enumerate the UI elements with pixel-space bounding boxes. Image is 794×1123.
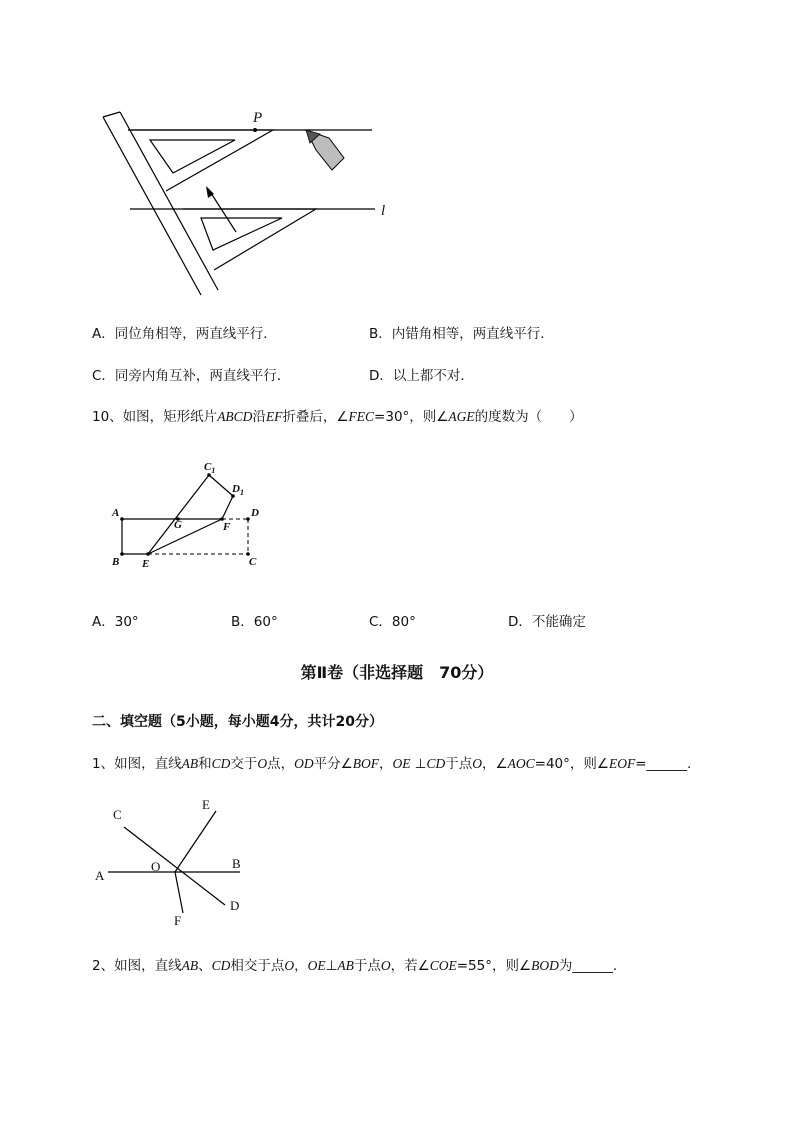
fig3-label-f: F (174, 913, 182, 928)
f1-p8: 于点 (445, 756, 473, 772)
f1-p7: ⊥ (410, 756, 427, 772)
f1-p4: 点， (267, 756, 295, 772)
q10-num: 10、如图，矩形纸片 (92, 409, 218, 425)
q10-fec: FEC (348, 409, 375, 424)
fig2-label-d: D (251, 507, 259, 519)
ray-oe (175, 811, 216, 872)
fig2-label-c: C (249, 556, 257, 568)
ray-of (175, 872, 183, 913)
fig2-label-a: A (112, 507, 120, 519)
fig3-label-a: A (95, 868, 105, 883)
f1-o: O (257, 756, 268, 771)
q9-option-d: D．以上都不对． (369, 368, 474, 384)
f1-p1: 1、如图，直线 (92, 756, 182, 772)
f1-o2: O (472, 756, 483, 771)
f1-p11: =______. (635, 756, 692, 772)
f1-p10: =40°，则∠ (534, 756, 609, 772)
label-p: P (253, 110, 263, 126)
f2-p7: ，若∠ (390, 958, 430, 974)
f2-p3: 相交于点 (230, 958, 285, 974)
fig3-label-e: E (202, 797, 210, 812)
q10-ef: EF (265, 409, 283, 424)
f1-cd: CD (211, 756, 231, 771)
f2-ab: AB (181, 958, 199, 973)
f2-bod: BOD (531, 958, 559, 973)
line-cd (124, 827, 225, 905)
c1-letter: C (204, 461, 212, 473)
f2-ab2: AB (337, 958, 354, 973)
f1-oe: OE (392, 756, 411, 771)
section-2-heading: 二、填空题（5小题，每小题4分，共计20分） (92, 714, 383, 730)
q9-option-b: B．内错角相等，两直线平行． (369, 326, 554, 342)
q10-abcd: ABCD (217, 409, 253, 424)
part-2-title: 第Ⅱ卷（非选择题 70分） (300, 663, 494, 682)
d1-letter: D (232, 483, 240, 495)
f1-bof: BOF (352, 756, 379, 771)
q10-fold: 折叠后，∠ (282, 409, 349, 425)
label-l: l (381, 203, 386, 219)
q10-option-d: D．不能确定 (508, 614, 586, 630)
fig3-label-b: B (232, 856, 241, 871)
f2-p8: =55°，则∠ (456, 958, 532, 974)
f1-cd2: CD (426, 756, 446, 771)
f2-coe: COE (429, 958, 457, 973)
f2-p5: ⊥ (325, 958, 338, 974)
f1-ab: AB (181, 756, 199, 771)
f2-p9: 为______. (558, 958, 618, 974)
f2-p6: 于点 (353, 958, 381, 974)
f2-cd: CD (211, 958, 231, 973)
f2-o2: O (380, 958, 391, 973)
q9-option-c: C．同旁内角互补，两直线平行． (92, 368, 291, 384)
fill-question-2 (92, 957, 617, 975)
fig2-label-g: G (174, 519, 182, 531)
q10-age: AGE (448, 409, 475, 424)
q10-along: 沿 (252, 409, 266, 425)
q10-option-a: A．30° (92, 614, 139, 630)
fig2-label-e: E (142, 558, 150, 570)
c1-sub: 1 (211, 466, 216, 476)
f1-p2: 和 (198, 756, 212, 772)
fig3-label-d: D (230, 898, 240, 913)
f1-od: OD (294, 756, 314, 771)
f2-o: O (284, 958, 295, 973)
q10-option-c: C．80° (369, 614, 416, 630)
q10-option-b: B．60° (231, 614, 278, 630)
fig3-label-c: C (113, 807, 122, 822)
f2-oe: OE (307, 958, 326, 973)
q10-tail: 的度数为（ ） (474, 409, 583, 425)
fig2-label-f: F (223, 521, 231, 533)
f1-p6: ， (378, 756, 393, 772)
fig3-label-o: O (151, 859, 161, 874)
f1-p5: 平分∠ (313, 756, 353, 772)
f2-p2: 、 (198, 958, 212, 974)
f2-p1: 2、如图，直线 (92, 958, 182, 974)
q9-option-a: A．同位角相等，两直线平行． (92, 326, 277, 342)
q10-eq: =30°，则∠ (374, 409, 449, 425)
f2-p4: ， (294, 958, 308, 974)
f1-eof: EOF (609, 756, 636, 771)
fig2-label-b: B (112, 556, 120, 568)
d1-sub: 1 (239, 488, 244, 498)
f1-p9: ，∠ (482, 756, 508, 772)
f1-p3: 交于 (230, 756, 258, 772)
f1-aoc: AOC (507, 756, 535, 771)
